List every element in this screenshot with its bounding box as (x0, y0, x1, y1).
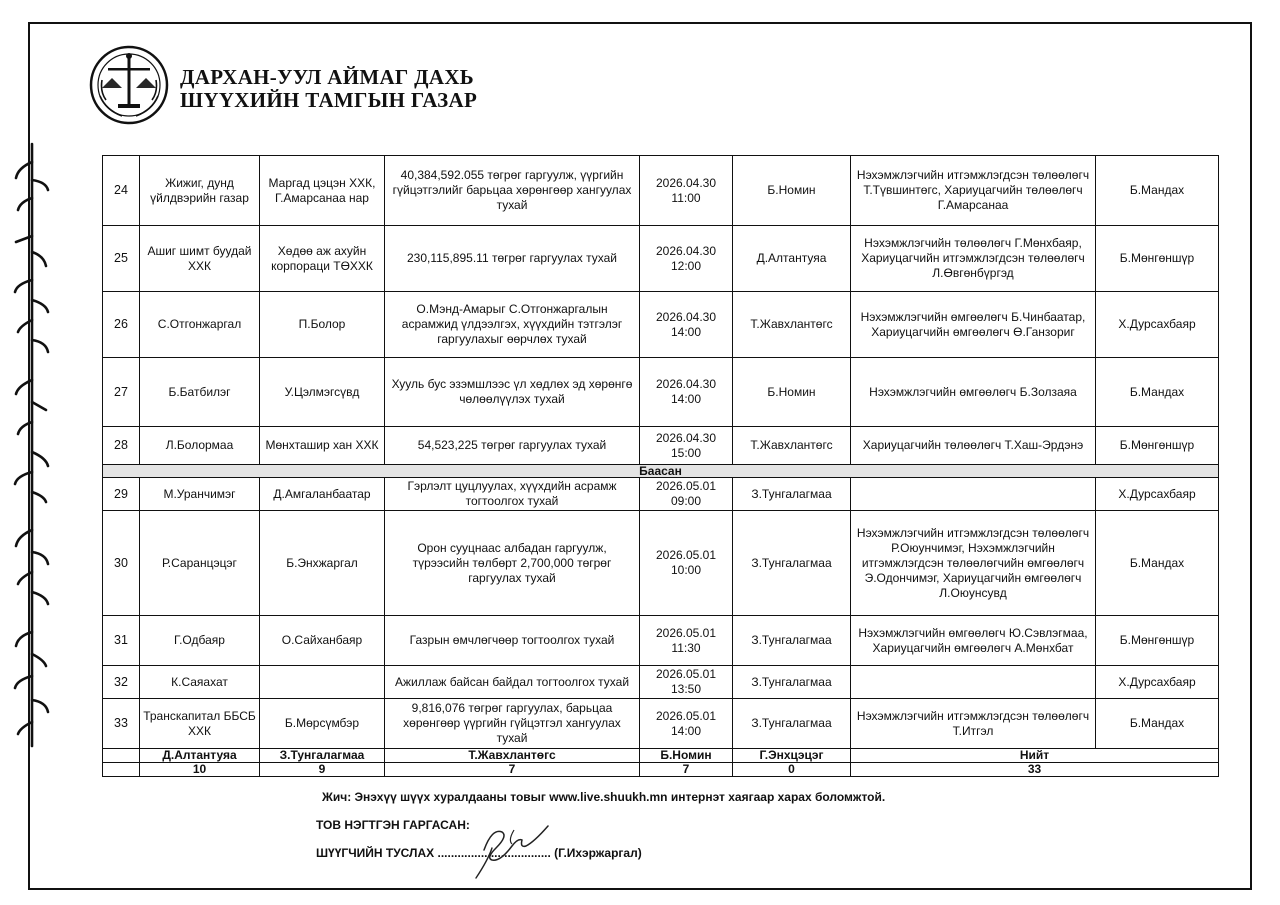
hearing-date: 2026.04.30 (655, 243, 717, 258)
judge-cell: З.Тунгалагмаа (733, 478, 851, 511)
table-row (103, 427, 1219, 465)
judge-cell: Т.Жавхлантөгс (733, 427, 851, 465)
handwritten-signature-icon (462, 808, 554, 882)
hearing-date: 2026.04.30 (655, 309, 717, 324)
hearing-datetime-cell (640, 427, 733, 465)
summary-count: 10 (140, 763, 260, 777)
hearing-time: 14:00 (670, 392, 702, 406)
defendant-cell: Б.Энхжаргал (260, 511, 385, 616)
summary-count: 7 (385, 763, 640, 777)
day-label: Баасан (103, 465, 1219, 478)
clerk-cell: Х.Дурсахбаяр (1096, 478, 1219, 511)
judge-cell: З.Тунгалагмаа (733, 699, 851, 749)
signature-dots: .................................. (437, 846, 551, 860)
summary-section (103, 749, 1219, 777)
plaintiff-cell: К.Саяахат (140, 666, 260, 699)
defendant-cell: Б.Мөрсүмбэр (260, 699, 385, 749)
plaintiff-cell: Л.Болормаа (140, 427, 260, 465)
clerk-cell: Х.Дурсахбаяр (1096, 666, 1219, 699)
summary-name: Д.Алтантуяа (140, 749, 260, 763)
hearing-date: 2026.04.30 (655, 175, 717, 190)
schedule-rows-thursday (103, 156, 1219, 465)
defendant-cell: Мөнхташир хан ХХК (260, 427, 385, 465)
plaintiff-cell: Б.Батбилэг (140, 358, 260, 427)
plaintiff-cell: С.Отгонжаргал (140, 292, 260, 358)
claim-subject-cell: Ажиллаж байсан байдал тогтоолгох тухай (385, 666, 640, 699)
claim-subject-cell: 40,384,592.055 төгрөг гаргуулж, үүргийн гүйцэтгэлийг барьцаа хөрөнгөөр хангуулах тухай (385, 156, 640, 226)
hearing-time: 09:00 (670, 494, 702, 508)
plaintiff-cell: Ашиг шимт буудай ХХК (140, 226, 260, 292)
assistant-label: ШҮҮГЧИЙН ТУСЛАХ (316, 846, 438, 860)
table-row (103, 616, 1219, 666)
judge-cell: Б.Номин (733, 156, 851, 226)
hearing-date: 2026.05.01 (655, 479, 717, 493)
hearing-time: 14:00 (670, 723, 702, 738)
clerk-cell: Х.Дурсахбаяр (1096, 292, 1219, 358)
table-row (103, 226, 1219, 292)
mongolian-script-icon (6, 140, 58, 750)
claim-subject-cell: 54,523,225 төгрөг гаргуулах тухай (385, 427, 640, 465)
claim-subject-cell: Гэрлэлт цуцлуулах, хүүхдийн асрамж тогтоолгох тухай (385, 478, 640, 511)
hearing-datetime-cell (640, 358, 733, 427)
schedule-rows-friday (103, 478, 1219, 749)
hearing-time: 14:00 (670, 324, 702, 339)
case-number-cell: 27 (103, 358, 140, 427)
clerk-cell: Б.Мөнгөншүр (1096, 226, 1219, 292)
hearing-datetime-cell (640, 292, 733, 358)
hearing-datetime-cell (640, 616, 733, 666)
summary-blank (103, 763, 140, 777)
court-emblem-icon (88, 44, 170, 126)
hearing-time: 11:00 (671, 190, 701, 205)
case-number-cell: 28 (103, 427, 140, 465)
judge-cell: З.Тунгалагмаа (733, 511, 851, 616)
day-separator (103, 465, 1219, 478)
plaintiff-cell: Г.Одбаяр (140, 616, 260, 666)
summary-count: 9 (260, 763, 385, 777)
summary-names-row (103, 749, 1219, 763)
hearing-datetime-cell (640, 511, 733, 616)
participants-cell: Нэхэмжлэгчийн өмгөөлөгч Ю.Сэвлэгмаа, Хариуцагчийн өмгөөлөгч А.Мөнхбат (851, 616, 1096, 666)
day-row (103, 465, 1219, 478)
table-row (103, 292, 1219, 358)
hearing-time: 15:00 (670, 445, 702, 460)
table-row (103, 478, 1219, 511)
summary-name: Г.Энхцэцэг (733, 749, 851, 763)
table-row (103, 156, 1219, 226)
participants-cell: Нэхэмжлэгчийн итгэмжлэгдсэн төлөөлөгч Т.Итгэл (851, 699, 1096, 749)
clerk-cell: Б.Мандах (1096, 358, 1219, 427)
claim-subject-cell: О.Мэнд-Амарыг С.Отгонжаргалын асрамжид үлдээлгэх, хүүхдийн тэтгэлэг гаргуулахыг өөрчлөх тухай (385, 292, 640, 358)
claim-subject-cell: 9,816,076 төгрөг гаргуулах, барьцаа хөрөнгөөр үүргийн гүйцэтгэл хангуулах тухай (385, 699, 640, 749)
hearing-time: 13:50 (670, 682, 702, 696)
table-row (103, 666, 1219, 699)
participants-cell: Нэхэмжлэгчийн итгэмжлэгдсэн төлөөлөгч Р.Оюунчимэг, Нэхэмжлэгчийн итгэмжлэгдсэн төлөөлөгчийн өмгөөлөгч Э.Одончимэг, Хариуцагчийн өмгөөлөгч Л.Оюунсувд (851, 511, 1096, 616)
defendant-cell: О.Сайханбаяр (260, 616, 385, 666)
claim-subject-cell: Хууль бус эзэмшлээс үл хөдлөх эд хөрөнгө чөлөөлүүлэх тухай (385, 358, 640, 427)
summary-name: Б.Номин (640, 749, 733, 763)
defendant-cell: Хөдөө аж ахуйн корпораци ТӨХХК (260, 226, 385, 292)
table-row (103, 511, 1219, 616)
summary-name: Т.Жавхлантөгс (385, 749, 640, 763)
claim-subject-cell: Газрын өмчлөгчөөр тогтоолгох тухай (385, 616, 640, 666)
participants-cell (851, 478, 1096, 511)
judge-cell: Т.Жавхлантөгс (733, 292, 851, 358)
hearing-time: 11:30 (671, 640, 701, 655)
case-number-cell: 26 (103, 292, 140, 358)
case-number-cell: 24 (103, 156, 140, 226)
summary-count: 7 (640, 763, 733, 777)
participants-cell: Хариуцагчийн төлөөлөгч Т.Хаш-Эрдэнэ (851, 427, 1096, 465)
clerk-cell: Б.Мандах (1096, 156, 1219, 226)
summary-name: З.Тунгалагмаа (260, 749, 385, 763)
defendant-cell: П.Болор (260, 292, 385, 358)
table-row (103, 699, 1219, 749)
case-number-cell: 33 (103, 699, 140, 749)
hearing-datetime-cell (640, 156, 733, 226)
defendant-cell: У.Цэлмэгсүвд (260, 358, 385, 427)
hearing-datetime-cell (640, 699, 733, 749)
judge-cell: З.Тунгалагмаа (733, 666, 851, 699)
organization-title-line1: ДАРХАН-УУЛ АЙМАГ ДАХЬ (180, 65, 474, 89)
judge-cell: Б.Номин (733, 358, 851, 427)
hearing-date: 2026.05.01 (655, 625, 717, 640)
participants-cell (851, 666, 1096, 699)
participants-cell: Нэхэмжлэгчийн итгэмжлэгдсэн төлөөлөгч Т.Түвшинтөгс, Хариуцагчийн төлөөлөгч Г.Амарсанаа (851, 156, 1096, 226)
claim-subject-cell: 230,115,895.11 төгрөг гаргуулах тухай (385, 226, 640, 292)
case-number-cell: 32 (103, 666, 140, 699)
hearing-date: 2026.05.01 (655, 667, 717, 681)
case-number-cell: 31 (103, 616, 140, 666)
hearing-datetime-cell (640, 666, 733, 699)
hearing-time: 12:00 (670, 258, 702, 273)
footer-note: Жич: Энэхүү шүүх хуралдааны товыг www.live.shuukh.mn интернэт хаягаар харах боломжтой. (322, 790, 886, 804)
summary-total-count: 33 (851, 763, 1219, 777)
participants-cell: Нэхэмжлэгчийн өмгөөлөгч Б.Золзаяа (851, 358, 1096, 427)
organization-title-line2: ШҮҮХИЙН ТАМГЫН ГАЗАР (180, 88, 478, 112)
case-number-cell: 29 (103, 478, 140, 511)
plaintiff-cell: М.Уранчимэг (140, 478, 260, 511)
summary-blank (103, 749, 140, 763)
hearing-time: 10:00 (670, 563, 702, 577)
clerk-cell: Б.Мөнгөншүр (1096, 616, 1219, 666)
hearing-date: 2026.05.01 (655, 548, 717, 562)
hearing-date: 2026.04.30 (655, 377, 717, 391)
clerk-cell: Б.Мөнгөншүр (1096, 427, 1219, 465)
defendant-cell: Д.Амгаланбаатар (260, 478, 385, 511)
defendant-cell (260, 666, 385, 699)
hearing-date: 2026.04.30 (655, 430, 717, 445)
judge-cell: З.Тунгалагмаа (733, 616, 851, 666)
hearing-datetime-cell (640, 226, 733, 292)
hearing-date: 2026.05.01 (655, 708, 717, 723)
defendant-cell: Маргад цэцэн ХХК, Г.Амарсанаа нар (260, 156, 385, 226)
organization-title (180, 66, 477, 112)
case-number-cell: 30 (103, 511, 140, 616)
plaintiff-cell: Жижиг, дунд үйлдвэрийн газар (140, 156, 260, 226)
summary-total-label: Нийт (851, 749, 1219, 763)
hearing-datetime-cell (640, 478, 733, 511)
clerk-cell: Б.Мандах (1096, 511, 1219, 616)
case-number-cell: 25 (103, 226, 140, 292)
summary-count: 0 (733, 763, 851, 777)
claim-subject-cell: Орон сууцнаас албадан гаргуулж, түрээсийн төлбөрт 2,700,000 төгрөг гаргуулах тухай (385, 511, 640, 616)
participants-cell: Нэхэмжлэгчийн өмгөөлөгч Б.Чинбаатар, Хариуцагчийн өмгөөлөгч Ө.Ганзориг (851, 292, 1096, 358)
plaintiff-cell: Транскапитал ББСБ ХХК (140, 699, 260, 749)
summary-counts-row (103, 763, 1219, 777)
table-row (103, 358, 1219, 427)
hearing-schedule-table (102, 155, 1219, 777)
clerk-cell: Б.Мандах (1096, 699, 1219, 749)
plaintiff-cell: Р.Саранцэцэг (140, 511, 260, 616)
assistant-name: (Г.Ихэржаргал) (550, 846, 642, 860)
judge-cell: Д.Алтантуяа (733, 226, 851, 292)
participants-cell: Нэхэмжлэгчийн төлөөлөгч Г.Мөнхбаяр, Хариуцагчийн итгэмжлэгдсэн төлөөлөгч Л.Өвгөнбүргэд (851, 226, 1096, 292)
compiled-by-label: ТОВ НЭГТГЭН ГАРГАСАН: (316, 818, 470, 832)
